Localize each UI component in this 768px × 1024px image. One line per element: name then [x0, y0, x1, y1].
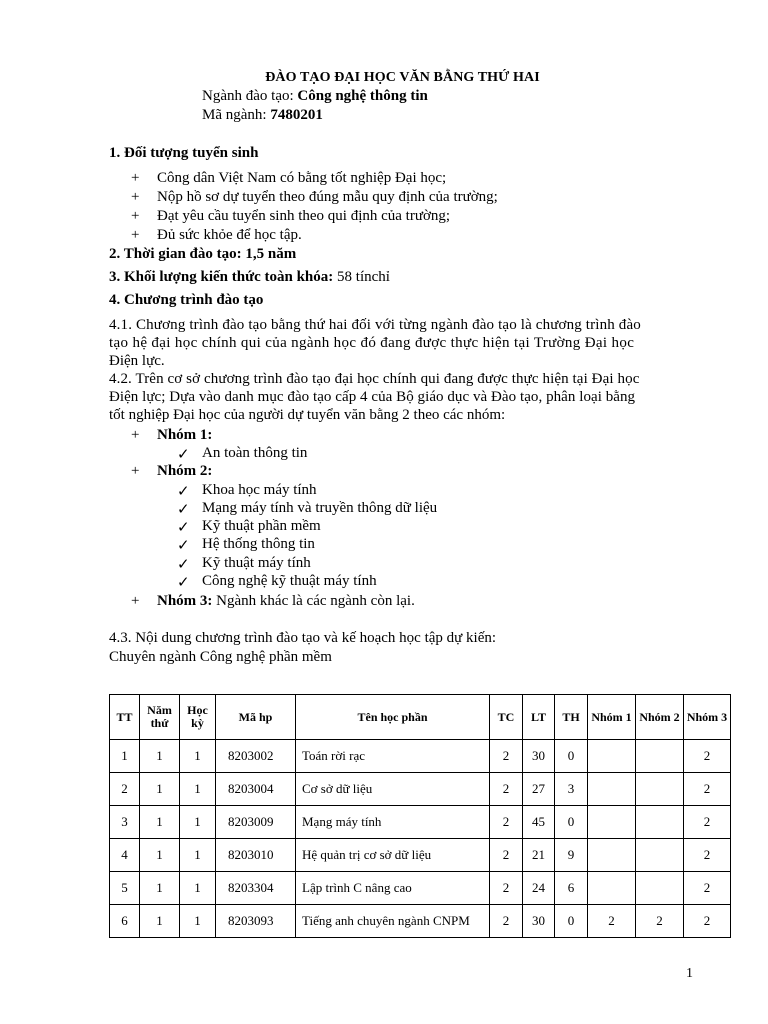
course-table: [109, 694, 731, 938]
cell-group1: 2: [588, 905, 636, 938]
group3-label: Nhóm 3:: [157, 593, 213, 609]
section1-heading: 1. Đối tượng tuyển sinh: [109, 145, 259, 161]
check-icon: ✓: [177, 502, 190, 518]
cell-semester: 1: [180, 905, 216, 938]
cell-group2: 2: [636, 905, 684, 938]
cell-practice: 3: [555, 773, 588, 806]
cell-semester: 1: [180, 806, 216, 839]
cell-credits: 2: [490, 905, 523, 938]
cell-practice: 6: [555, 872, 588, 905]
paragraph-4-1-line: 4.1. Chương trình đào tạo bằng thứ hai đối với từng ngành đào tạo là chương trình đào: [109, 317, 641, 333]
paragraph-4-2-line: tốt nghiệp Đại học của người dự tuyển văn bằng 2 theo các nhóm:: [109, 407, 506, 423]
major-code-value: 7480201: [270, 107, 323, 123]
bullet-plus: +: [131, 189, 140, 205]
cell-tt: 4: [110, 839, 140, 872]
cell-credits: 2: [490, 773, 523, 806]
group3-line: [157, 593, 415, 610]
cell-code: 8203002: [216, 740, 296, 773]
cell-semester: 1: [180, 773, 216, 806]
cell-year: 1: [140, 839, 180, 872]
col-header-theory: LT: [523, 695, 555, 740]
eligibility-item: Công dân Việt Nam có bằng tốt nghiệp Đại học;: [157, 170, 447, 186]
table-row: [110, 839, 731, 872]
cell-course-name: Toán rời rạc: [296, 740, 490, 773]
major-label: Ngành đào tạo:: [202, 88, 298, 104]
cell-course-name: Hệ quản trị cơ sở dữ liệu: [296, 839, 490, 872]
cell-credits: 2: [490, 839, 523, 872]
group3-text: Ngành khác là các ngành còn lại.: [212, 593, 415, 609]
cell-group3: 2: [684, 872, 731, 905]
cell-theory: 30: [523, 740, 555, 773]
eligibility-item: Đạt yêu cầu tuyển sinh theo qui định của trường;: [157, 208, 451, 224]
cell-code: 8203009: [216, 806, 296, 839]
table-row: [110, 740, 731, 773]
cell-code: 8203004: [216, 773, 296, 806]
group2-label: Nhóm 2:: [157, 463, 213, 479]
group2-item: Kỹ thuật máy tính: [202, 555, 311, 571]
table-row: [110, 806, 731, 839]
table-header-row: [110, 695, 731, 740]
cell-practice: 0: [555, 740, 588, 773]
cell-theory: 24: [523, 872, 555, 905]
col-header-course-name: Tên học phần: [296, 695, 490, 740]
col-header-group2: Nhóm 2: [636, 695, 684, 740]
section3-value: 58 tínchỉ: [333, 269, 390, 285]
cell-group3: 2: [684, 806, 731, 839]
table-row: [110, 872, 731, 905]
cell-semester: 1: [180, 872, 216, 905]
eligibility-item: Nộp hồ sơ dự tuyển theo đúng mẫu quy định của trường;: [157, 189, 498, 205]
cell-theory: 30: [523, 905, 555, 938]
major-value: Công nghệ thông tin: [297, 88, 428, 104]
group1-item: An toàn thông tin: [202, 445, 308, 461]
cell-tt: 5: [110, 872, 140, 905]
cell-year: 1: [140, 872, 180, 905]
cell-group1: [588, 773, 636, 806]
col-header-credits: TC: [490, 695, 523, 740]
cell-course-name: Cơ sở dữ liệu: [296, 773, 490, 806]
cell-group2: [636, 806, 684, 839]
cell-group1: [588, 740, 636, 773]
specialization-line: Chuyên ngành Công nghệ phần mềm: [109, 649, 332, 665]
check-icon: ✓: [177, 557, 190, 573]
col-header-group1: Nhóm 1: [588, 695, 636, 740]
section3-label: 3. Khối lượng kiến thức toàn khóa:: [109, 269, 334, 285]
group2-item: Khoa học máy tính: [202, 482, 317, 498]
paragraph-4-2-line: Điện lực; Dựa vào danh mục đào tạo cấp 4 của Bộ giáo dục và Đào tạo, phân loại bằng: [109, 389, 636, 405]
cell-group1: [588, 806, 636, 839]
cell-theory: 45: [523, 806, 555, 839]
col-header-semester: Học kỳ: [180, 695, 216, 740]
bullet-plus: +: [131, 427, 140, 443]
cell-group3: 2: [684, 740, 731, 773]
cell-course-name: Lập trình C nâng cao: [296, 872, 490, 905]
check-icon: ✓: [177, 538, 190, 554]
cell-practice: 0: [555, 905, 588, 938]
page-number: 1: [686, 966, 693, 981]
cell-practice: 9: [555, 839, 588, 872]
cell-course-name: Mạng máy tính: [296, 806, 490, 839]
major-line: [202, 88, 428, 105]
paragraph-4-2-line: 4.2. Trên cơ sở chương trình đào tạo đại học chính qui đang được thực hiện tại Đại học: [109, 371, 640, 387]
check-icon: ✓: [177, 520, 190, 536]
bullet-plus: +: [131, 463, 140, 479]
table-row: [110, 905, 731, 938]
cell-group3: 2: [684, 773, 731, 806]
cell-group2: [636, 773, 684, 806]
cell-year: 1: [140, 806, 180, 839]
cell-practice: 0: [555, 806, 588, 839]
cell-semester: 1: [180, 839, 216, 872]
cell-theory: 27: [523, 773, 555, 806]
cell-credits: 2: [490, 806, 523, 839]
bullet-plus: +: [131, 593, 140, 609]
cell-year: 1: [140, 905, 180, 938]
section3-heading: [109, 269, 390, 286]
group2-item: Kỹ thuật phần mềm: [202, 518, 321, 534]
cell-theory: 21: [523, 839, 555, 872]
cell-tt: 1: [110, 740, 140, 773]
cell-code: 8203010: [216, 839, 296, 872]
col-header-group3: Nhóm 3: [684, 695, 731, 740]
table-row: [110, 773, 731, 806]
cell-group2: [636, 740, 684, 773]
paragraph-4-1-line: tạo hệ đại học chính qui của ngành học đó đang được thực hiện tại Trường Đại học: [109, 335, 635, 351]
major-code-line: [202, 107, 323, 124]
cell-tt: 6: [110, 905, 140, 938]
check-icon: ✓: [177, 447, 190, 463]
cell-group1: [588, 839, 636, 872]
cell-year: 1: [140, 773, 180, 806]
col-header-practice: TH: [555, 695, 588, 740]
cell-group2: [636, 872, 684, 905]
cell-semester: 1: [180, 740, 216, 773]
cell-group1: [588, 872, 636, 905]
col-header-tt: TT: [110, 695, 140, 740]
col-header-code: Mã hp: [216, 695, 296, 740]
cell-course-name: Tiếng anh chuyên ngành CNPM: [296, 905, 490, 938]
group2-item: Hệ thống thông tin: [202, 536, 315, 552]
cell-tt: 3: [110, 806, 140, 839]
section4-heading: 4. Chương trình đào tạo: [109, 292, 264, 308]
cell-credits: 2: [490, 740, 523, 773]
group2-item: Mạng máy tính và truyền thông dữ liệu: [202, 500, 438, 516]
bullet-plus: +: [131, 208, 140, 224]
cell-group3: 2: [684, 839, 731, 872]
cell-code: 8203093: [216, 905, 296, 938]
cell-credits: 2: [490, 872, 523, 905]
check-icon: ✓: [177, 484, 190, 500]
cell-tt: 2: [110, 773, 140, 806]
group2-item: Công nghệ kỹ thuật máy tính: [202, 573, 377, 589]
col-header-year: Năm thứ: [140, 695, 180, 740]
major-code-label: Mã ngành:: [202, 107, 271, 123]
bullet-plus: +: [131, 227, 140, 243]
section2-heading: 2. Thời gian đào tạo: 1,5 năm: [109, 246, 297, 262]
paragraph-4-1-line: Điện lực.: [109, 353, 165, 369]
check-icon: ✓: [177, 575, 190, 591]
bullet-plus: +: [131, 170, 140, 186]
cell-group3: 2: [684, 905, 731, 938]
cell-code: 8203304: [216, 872, 296, 905]
document-title: ĐÀO TẠO ĐẠI HỌC VĂN BẰNG THỨ HAI: [265, 70, 540, 85]
eligibility-item: Đủ sức khỏe để học tập.: [157, 227, 302, 243]
group1-label: Nhóm 1:: [157, 427, 213, 443]
cell-group2: [636, 839, 684, 872]
cell-year: 1: [140, 740, 180, 773]
paragraph-4-3: 4.3. Nội dung chương trình đào tạo và kế hoạch học tập dự kiến:: [109, 630, 497, 646]
